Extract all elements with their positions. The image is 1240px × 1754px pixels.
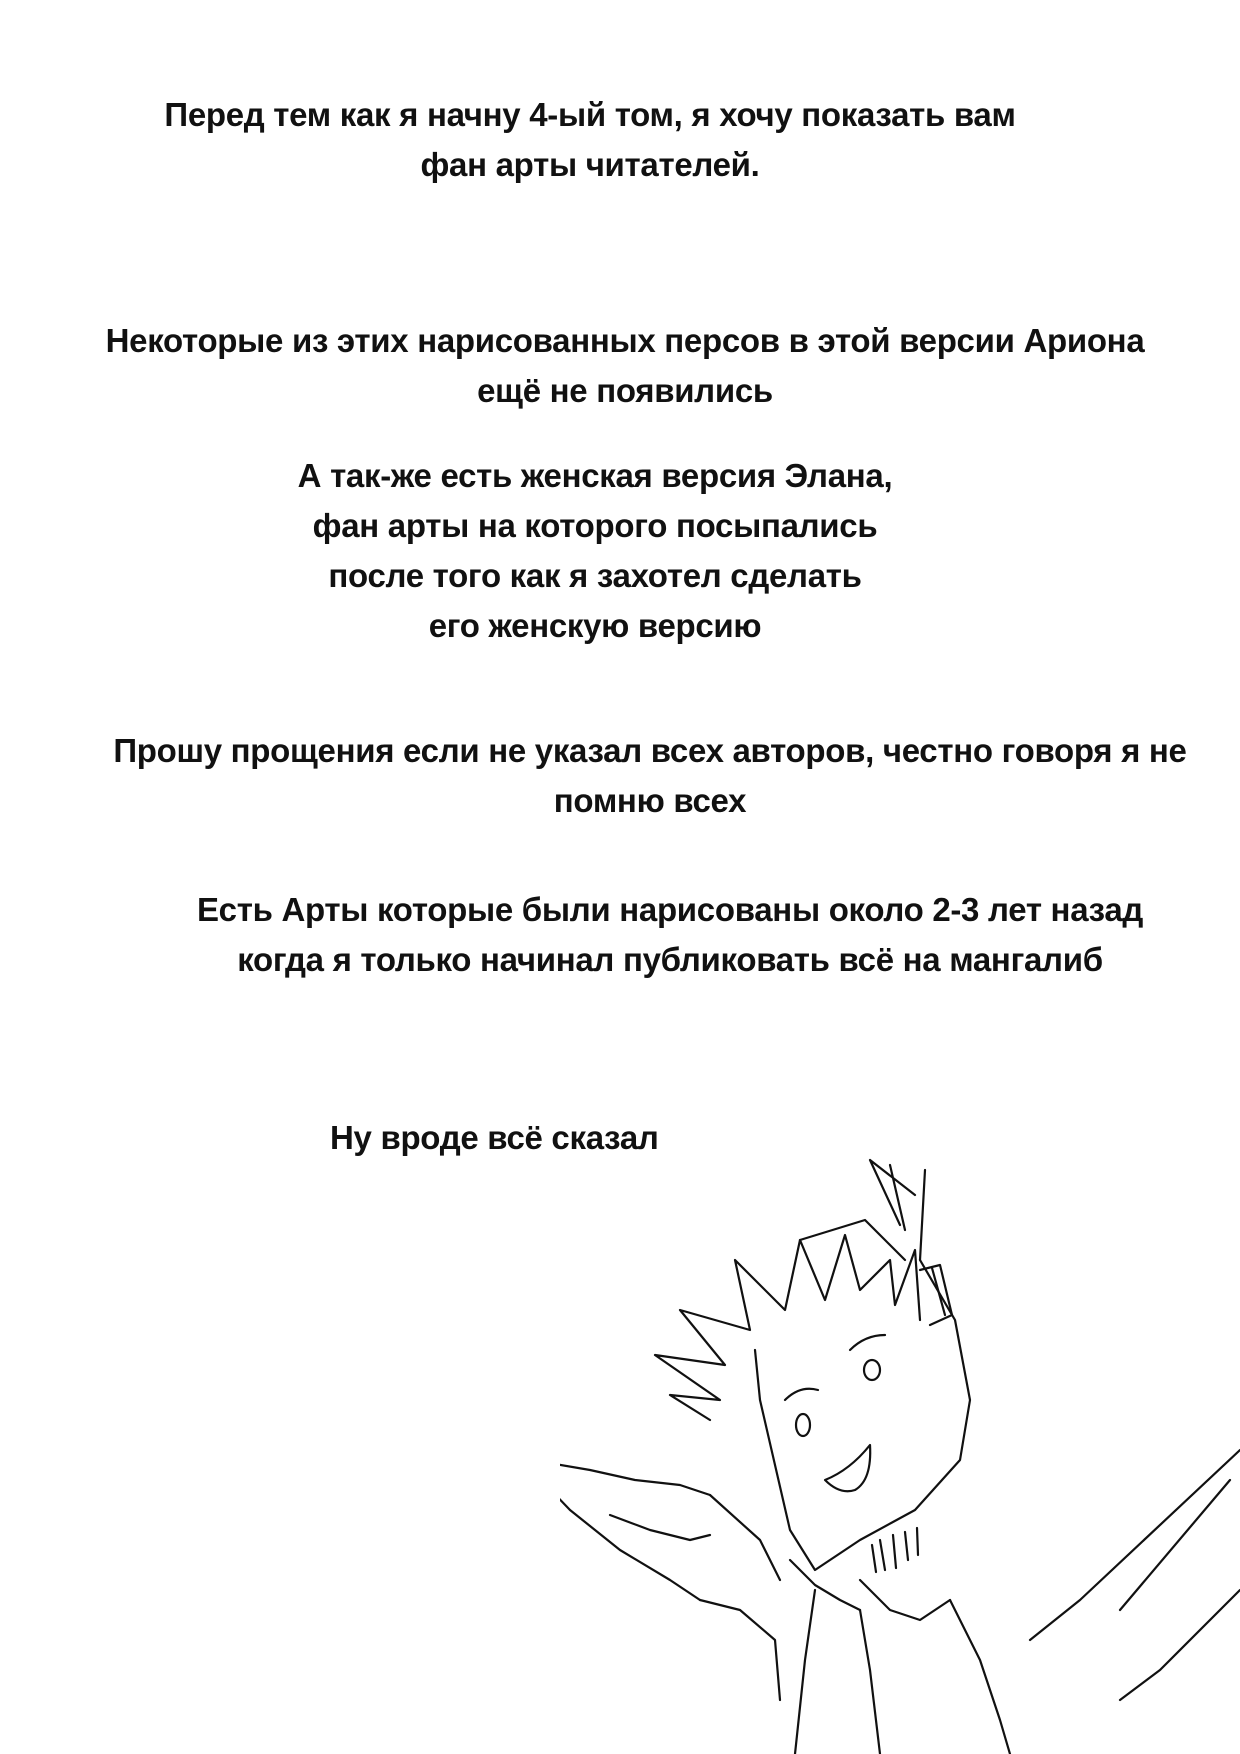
open-hand [560,1458,710,1600]
intro-line-2: фан арты читателей. [420,146,760,183]
ear-shape [920,1265,952,1325]
apology-line-2: помню всех [553,782,747,819]
hair-spikes-top [800,1160,925,1260]
characters-note-line-1: Некоторые из этих нарисованных персов в этой версии Ариона [105,322,1145,359]
arm-right [1120,1480,1240,1700]
forearm [700,1495,780,1700]
intro-line-1: Перед тем как я начну 4-ый том, я хочу показать вам [164,96,1016,133]
left-eye [796,1414,810,1436]
characters-note-line-2: ещё не появились [477,372,773,409]
female-version-note [220,451,970,651]
female-version-line-4: его женскую версию [428,607,762,644]
old-arts-line-1: Есть Арты которые были нарисованы около 2-3 лет назад [196,891,1144,928]
hair-spikes [655,1235,920,1420]
mouth [825,1445,870,1491]
body-outline [795,1450,1240,1754]
intro-text [110,90,1070,190]
closing-line: Ну вроде всё сказал [330,1119,659,1156]
female-version-line-1: А так-же есть женская версия Элана, [297,457,893,494]
head-outline [755,1260,970,1570]
apology-text [60,726,1240,826]
right-eyebrow [850,1335,885,1350]
old-arts-line-2: когда я только начинал публиковать всё на мангалиб [237,941,1103,978]
neck-hatching [872,1528,918,1572]
left-eyebrow [785,1389,818,1400]
right-eye [864,1360,880,1380]
old-arts-text [150,885,1190,985]
female-version-line-3: после того как я захотел сделать [328,557,862,594]
apology-line-1: Прошу прощения если не указал всех авторов, честно говоря я не [113,732,1187,769]
character-sketch-illustration [560,1140,1240,1754]
characters-note [60,316,1190,416]
female-version-line-2: фан арты на которого посыпались [312,507,878,544]
